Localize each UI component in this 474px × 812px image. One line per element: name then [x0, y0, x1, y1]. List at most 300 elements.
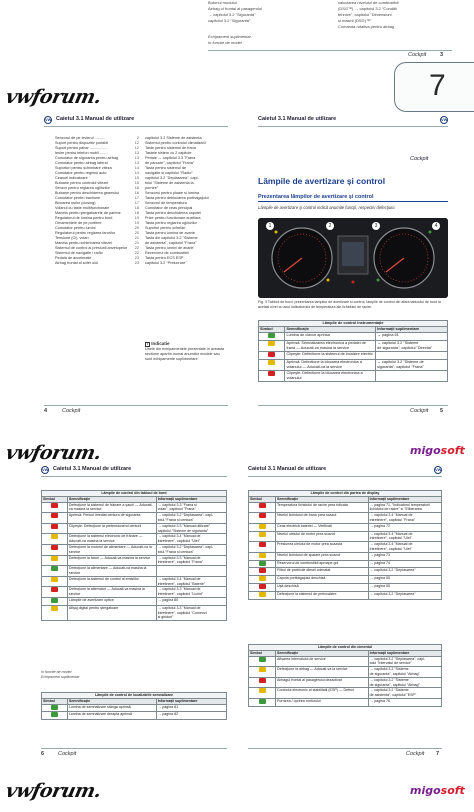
info-cell	[368, 688, 441, 699]
symbol-cell	[42, 576, 68, 587]
info-cell	[156, 534, 226, 545]
info-cell	[368, 513, 441, 524]
info-cell	[368, 698, 441, 706]
table-header: Simbol	[42, 698, 68, 704]
table-caption: Lămpile de control din tabloul de bord	[42, 491, 227, 497]
info-line: → capitolul 3.2 "Deplasarea", capi-	[369, 656, 426, 661]
header-rule	[44, 126, 228, 127]
control-list-text: Tensiune (Cl), volan	[55, 236, 89, 240]
meaning-cell: Lămpile de avertizare optice	[67, 597, 156, 605]
warning-lamp-icon	[268, 341, 275, 346]
meaning-cell: Clipeşte: Defectiune la blocarea electronica a volanului	[285, 371, 376, 382]
meaning-cell: Pornirea / oprirea motorului	[276, 698, 369, 706]
info-line: → capitolul 3.2 "Sisteme	[369, 677, 409, 682]
symbol-cell	[259, 371, 285, 382]
table-caption: Lămpile de control din cimentul	[249, 645, 442, 651]
control-list-text: Tasta din capitolul 3.2 "Sisteme	[145, 236, 198, 240]
info-line: intretinere", capitolul "Ulei"	[369, 536, 412, 541]
table-header: Informaţii suplimentare	[376, 327, 448, 333]
symbol-cell	[249, 667, 276, 678]
control-list-page: 15	[134, 176, 139, 180]
table-row	[42, 597, 227, 605]
info-line: capitolul "Sisteme de siguranta"	[157, 528, 209, 533]
control-list-page: 17	[134, 196, 139, 200]
warning-lamp-icon	[259, 678, 266, 683]
control-list-text: Senzorul de pe levierul ..........	[55, 136, 106, 140]
symbol-cell	[259, 333, 285, 341]
control-list-text: Comutator pentru regimul auto	[55, 171, 107, 175]
table-row	[42, 704, 227, 712]
warning-lamp-icon	[259, 524, 266, 529]
control-list-page: 21	[134, 241, 139, 245]
table-row	[249, 583, 442, 591]
warning-lamp-icon	[51, 545, 58, 550]
control-list-text: Tasta pentru lumini de avarie	[145, 246, 194, 250]
info-cell	[368, 531, 441, 542]
warning-lamp-icon	[268, 360, 275, 365]
symbol-cell	[249, 583, 276, 591]
meaning-cell: Uşă deschisă	[276, 583, 369, 591]
control-list-text: Pedala de acceleratie	[55, 256, 92, 260]
meaning-cell: Aprinsă: Defectiune la blocarea electronica a volanului — Aducati-va la service	[285, 360, 376, 371]
info-line: → capitolul 3.2 "Deplasarea", capi-	[157, 513, 214, 518]
tail-left-column	[208, 0, 298, 24]
info-line: volan", capitolul "Frana"	[157, 507, 196, 512]
indication-box	[145, 341, 225, 381]
control-list-page: 23	[134, 256, 139, 260]
footnotes	[41, 670, 227, 680]
meaning-cell: Filtrul de particule diesel colmatat	[276, 568, 369, 576]
meaning-cell: Clipeşte: Defectiune la sistemul de incalzire electric	[285, 352, 376, 360]
meaning-cell: Nivelul uleiului de motor prea scazut	[276, 531, 369, 542]
table-row	[42, 587, 227, 598]
symbol-cell	[249, 576, 276, 584]
control-list-text: Senzorul de temperatura	[145, 201, 187, 205]
info-cell	[368, 523, 441, 531]
info-cell	[156, 555, 226, 566]
symbol-cell	[42, 587, 68, 598]
warning-lamp-icon	[51, 705, 58, 710]
meaning-cell: Nivelul lichidului de spalare prea scazut	[276, 552, 369, 560]
table-row	[249, 656, 442, 667]
tail-right-column	[338, 0, 434, 30]
info-line: tolul "Frana si centura"	[157, 517, 194, 522]
control-list-page: 15	[134, 181, 139, 185]
info-line: → pagina 55	[369, 583, 391, 588]
table-header: Semnificaţie	[67, 496, 156, 502]
table-row	[249, 698, 442, 706]
info-line: intretinere", capitolul "Lichid"	[157, 592, 204, 597]
footer-label: Cockpit	[406, 751, 425, 757]
warning-lamp-icon	[51, 513, 58, 518]
control-list-text: Tasta pentru reglarea oglinzilor	[145, 221, 197, 225]
footer-rule	[248, 748, 442, 749]
tail-line: Comanda rotativa pentru airbag	[338, 24, 395, 29]
callout-4: 4	[432, 222, 440, 230]
info-cell	[368, 552, 441, 560]
control-list-page: 17	[134, 201, 139, 205]
warning-lamp-icon	[51, 606, 58, 611]
info-line: → pagina 73	[369, 552, 391, 557]
table-row	[42, 534, 227, 545]
table-caption: Lămpile de control instrumentaţie	[259, 321, 448, 327]
spread-pages-4-5	[0, 58, 474, 430]
table-header: Simbol	[249, 650, 276, 656]
previous-spread-tail	[0, 0, 474, 58]
warning-lamp-icon	[51, 587, 58, 592]
meaning-cell: Lumina de semnalizare dreapta aprinsă	[67, 712, 156, 720]
info-line: intretinere", capitolul "Baterie"	[157, 581, 206, 586]
meaning-cell: Aprinsă: Pericol imediat centura de siguranta	[67, 513, 156, 524]
info-cell	[368, 560, 441, 568]
control-list-page: 18	[134, 211, 139, 215]
control-list-text: Senzor pentru reglarea oglinzilor	[55, 186, 110, 190]
callout-2: 2	[326, 222, 334, 230]
info-line: de asistenta", capitolul "ESP"	[369, 693, 417, 698]
info-cell	[156, 576, 226, 587]
control-list-text: Maneta pentru schimbarea vitezei	[55, 241, 112, 245]
indication-text: Unele din echipamentele prezentate in aceasta sectiune apartin numai anumitor modele sau sunt echipamente suplimentare	[145, 347, 225, 361]
info-cell	[368, 542, 441, 553]
table-row	[249, 513, 442, 524]
info-line: → capitolul 3.3 "Manual de	[157, 587, 201, 592]
migosoft-logo-a: migo	[410, 444, 441, 457]
symbol-cell	[249, 552, 276, 560]
symbol-cell	[249, 542, 276, 553]
symbol-cell	[259, 352, 285, 360]
info-line: → pagina 61	[377, 333, 399, 337]
warning-lamp-icon	[268, 371, 275, 376]
warning-lamp-icon	[51, 598, 58, 603]
info-line: → capitolul 3.4 "Manual de	[157, 576, 201, 581]
control-list-page: 2	[136, 136, 139, 140]
warning-lamp-icon	[51, 524, 58, 529]
other-control-lamps-table	[248, 644, 442, 707]
meaning-cell: Afisarea intervalului de service	[276, 656, 369, 667]
control-list-text: Comutator de ceas principal	[145, 206, 193, 210]
control-list-text: tolul "Sisteme de asistenta la	[145, 181, 194, 185]
control-list-text: Regulatorul de lumina pentru bord	[55, 216, 113, 220]
info-line: → pagina 74	[369, 560, 391, 565]
control-list-page: 14	[134, 166, 139, 170]
instrument-control-lamps-table	[258, 320, 448, 382]
footnote: Echipament suplimentar	[208, 34, 251, 39]
table-row	[249, 576, 442, 584]
info-cell	[156, 513, 226, 524]
symbol-cell	[42, 704, 68, 712]
control-list-text: Suport pentru dispozitiv portabil	[55, 141, 109, 145]
table-row	[259, 371, 448, 382]
info-line: → capitolul 3.4 "Manual de	[369, 531, 413, 536]
indication-title-text: Indicatie	[151, 341, 170, 346]
tail-line: Airbag ul frontal al pasagerului	[208, 6, 263, 11]
meaning-cell: Defecţiune la motorul de alimentare — Aducati-va la service	[67, 544, 156, 555]
info-cell	[368, 502, 441, 513]
warning-lamp-icon	[259, 568, 266, 573]
subsection-title: Prezentarea lămpilor de avertizare și control	[258, 194, 448, 202]
vw-logo-icon: VW	[42, 467, 49, 472]
table-row	[42, 502, 227, 513]
info-cell	[376, 371, 448, 382]
tail-footnotes	[208, 34, 298, 46]
info-line: intretinere", capitolul "Ulei"	[369, 546, 412, 551]
symbol-cell	[42, 544, 68, 555]
meaning-cell: Defecţiune la faruri — Aducati-va masina la service	[67, 555, 156, 566]
table-caption: Lămpile de control de localizările semnalizare	[42, 693, 227, 699]
control-list-page: 20	[134, 226, 139, 230]
control-list-text: Tasta pentru sistemul de	[145, 166, 187, 170]
table-header: Informaţii suplimentare	[368, 650, 441, 656]
info-line: lichidului de racire" si "Eliberarea	[369, 507, 422, 512]
info-cell	[156, 523, 226, 534]
control-list-page: 19	[134, 221, 139, 225]
info-line: → pagina 76	[369, 698, 391, 703]
control-list-text: Regulatorul pentru reglarea farurilor	[55, 231, 116, 235]
symbol-cell	[42, 597, 68, 605]
vwforum-logo: vwforum.	[3, 442, 104, 464]
running-head-left: Caietul 3.1 Manual de utilizare	[56, 116, 135, 122]
symbol-cell	[42, 523, 68, 534]
warning-lamp-icon	[259, 532, 266, 537]
running-head-right: Caietul 3.1 Manual de utilizare	[258, 116, 337, 122]
control-list-text: Suport pentru pahar ................	[55, 146, 107, 150]
control-list-text: Sistemul pentru controlul climatizarii	[145, 141, 206, 145]
symbol-cell	[249, 568, 276, 576]
control-list-text: Comutator de siguranta pentru airbag	[55, 156, 119, 160]
warning-lamp-icon	[268, 333, 275, 338]
symbol-cell	[259, 360, 285, 371]
info-cell	[156, 544, 226, 555]
instrument-cluster-drawing	[258, 218, 448, 298]
symbol-cell	[259, 341, 285, 352]
control-list-text: Tasta pentru ECS ESP	[145, 256, 184, 260]
table-row	[249, 677, 442, 688]
table-caption: Lămpile de control din partea de display	[249, 491, 442, 497]
info-line: → capitolul 3.3 "Manual de	[157, 605, 201, 610]
table-row	[42, 544, 227, 555]
instrument-cluster-image	[258, 218, 448, 298]
meaning-cell: Defecţiune la alternator — Aducati-va masina la service	[67, 587, 156, 598]
table-row	[42, 566, 227, 577]
warning-lamp-icon	[259, 576, 266, 581]
table-row	[249, 542, 442, 553]
page-number: 7	[436, 751, 440, 757]
table-row	[249, 502, 442, 513]
control-list-page: 20	[134, 231, 139, 235]
info-line: → capitolul 3.3 "Manual de	[157, 555, 201, 560]
page-badge	[394, 62, 474, 112]
info-line: → capitolul 3.4 "Manual de	[369, 513, 413, 518]
table-row	[42, 605, 227, 620]
table-row	[249, 531, 442, 542]
control-list-page: 12	[134, 146, 139, 150]
control-list-text: Tastele sistem cu 2 capitole	[145, 151, 192, 155]
info-line: → pagina 82	[157, 712, 179, 717]
info-cell	[156, 605, 226, 620]
info-cell	[156, 712, 226, 720]
running-head-left: Caietul 3.1 Manual de utilizare	[53, 466, 132, 472]
info-cell	[376, 341, 448, 352]
vwforum-logo: vwforum.	[3, 780, 104, 802]
info-cell	[156, 597, 226, 605]
control-list-page: 18	[134, 206, 139, 210]
info-cell	[368, 576, 441, 584]
control-list-page: 23	[134, 261, 139, 265]
footnote: Echipament suplimentar	[41, 674, 80, 679]
footer-label: Cockpit	[408, 52, 427, 58]
info-line: → capitolul 3.3 "Frana si	[157, 502, 197, 507]
table-header: Informaţii suplimentare	[156, 698, 226, 704]
control-list-page: 16	[134, 186, 139, 190]
control-list-text: Pedale → capitolul 3.3 "Frana	[145, 156, 196, 160]
warning-lamp-icon	[51, 534, 58, 539]
meaning-cell: Controlul electronic al stabilitatii (ESP) — Defect	[276, 688, 369, 699]
info-cell	[376, 352, 448, 360]
vw-logo-icon: VW	[441, 117, 448, 122]
table-header: Simbol	[259, 327, 285, 333]
control-list-page: 13	[134, 161, 139, 165]
tail-line: calcularea nivelului de combustibil	[338, 0, 399, 5]
control-list-text: Airbag frontal al sofer ului	[55, 261, 99, 265]
symbol-cell	[42, 712, 68, 720]
migosoft-logo	[410, 444, 465, 457]
control-list-page: 13	[134, 151, 139, 155]
symbol-cell	[249, 560, 276, 568]
control-list-text: Suporturi pentru schimbare viteza	[55, 166, 112, 170]
control-list-page: 21	[134, 236, 139, 240]
control-list-text: pornire"	[145, 186, 159, 190]
info-line: siguranta", capitolul "Frana"	[377, 365, 424, 369]
control-list-text: Ornamentele de pe portiere	[55, 221, 102, 225]
dashboard-control-lamps-table	[41, 490, 227, 621]
header-rule	[41, 476, 227, 477]
page-badge-number: 7	[429, 69, 446, 102]
info-line: → pagina 80	[157, 597, 179, 602]
tail-line: → capitolul 3.2 "Siguranta"	[208, 12, 256, 17]
footer-label: Cockpit	[58, 751, 77, 757]
tail-line: tehnice", capitolul "Dimensiuni	[338, 12, 392, 17]
info-line: → pagina 71, "Indicatorul temperaturii	[369, 502, 430, 507]
info-line: si ghiduri"	[157, 615, 174, 620]
meaning-cell: Defecţiune la alimentare — Aducati-va masina la service	[67, 566, 156, 577]
warning-lamp-icon	[259, 699, 266, 704]
control-list-text: Iesire pentru telefon mobil ........	[55, 151, 109, 155]
display-control-lamps-table	[248, 490, 442, 600]
migosoft-logo	[410, 784, 465, 797]
warning-lamp-icon	[259, 513, 266, 518]
control-list-text: Prize pentru functionare auxiliara	[145, 216, 201, 220]
section-tab-label: Cockpit	[410, 156, 429, 162]
meaning-cell: Temperatura lichidului de racire prea ridicata	[276, 502, 369, 513]
info-line: de siguranta", capitolul "Airbag"	[369, 682, 420, 687]
table-row	[259, 360, 448, 371]
info-line: → capitolul 3.2 "Deplasarea"	[369, 591, 416, 596]
info-line: → capitolul 3.2 "Deplasarea", capi-	[157, 544, 214, 549]
footnote: In functie de model	[208, 40, 242, 45]
control-list-item	[55, 261, 139, 266]
control-list-page: 16	[134, 191, 139, 195]
info-line: de siguranta", capitolul "Directia"	[377, 346, 433, 350]
warning-lamp-icon	[51, 566, 58, 571]
migosoft-logo-b: soft	[440, 784, 465, 797]
control-list-text: Rezervorul de combustibil	[145, 251, 189, 255]
meaning-cell: Lumina de semnalizare stânga aprinsă	[67, 704, 156, 712]
warning-lamp-icon	[268, 352, 275, 357]
warning-lamp-icon	[259, 584, 266, 589]
migosoft-logo-b: soft	[440, 444, 465, 457]
warning-lamp-icon	[259, 667, 266, 672]
table-row	[42, 513, 227, 524]
controls-list-left	[55, 136, 139, 266]
info-line: de siguranta", capitolul "Airbag"	[369, 671, 420, 676]
meaning-cell: Defecţiune la sistemul de frânare a şaurii — Aducati-va masina la service	[67, 502, 156, 513]
page-number: 6	[41, 751, 45, 757]
meaning-cell: Defecţiune la airbag — Aducati-va la service	[276, 667, 369, 678]
symbol-cell	[42, 566, 68, 577]
symbol-cell	[249, 698, 276, 706]
controls-list-right	[145, 136, 225, 266]
tail-line: (DSG™) → capitolul 3.2 "Conditii	[338, 6, 397, 11]
page-number: 5	[440, 408, 444, 414]
table-row	[42, 576, 227, 587]
info-line: → capitolul 3.2 "Sisteme	[369, 688, 409, 693]
info-cell	[368, 677, 441, 688]
callout-1: 1	[266, 222, 274, 230]
info-cell	[368, 568, 441, 576]
footer-label: Cockpit	[410, 408, 429, 414]
control-list-text: navigatie si capitolul "Radio"	[145, 171, 193, 175]
control-list-text: Tasta pentru lumina de avarie	[145, 231, 195, 235]
table-row	[249, 552, 442, 560]
control-list-page: 12	[134, 141, 139, 145]
symbol-cell	[249, 656, 276, 667]
info-line: → capitolul 3.4 "Manual de	[157, 534, 201, 539]
warning-lamp-icon	[259, 688, 266, 693]
info-line: → capitolul 3.3 "Manual utilizare"	[157, 523, 211, 528]
intro-text: Lămpile de avertizare şi control indică anumite funcţii, respectiv defecţiuni.	[258, 205, 396, 210]
info-cell	[156, 587, 226, 598]
table-row	[249, 591, 442, 599]
footer-label: Cockpit	[62, 408, 81, 414]
control-list-page: 22	[134, 246, 139, 250]
control-list-text: Ceasuri indicatoare	[55, 176, 88, 180]
meaning-cell: Nivelul lichidului de frana prea scazut	[276, 513, 369, 524]
meaning-cell: Aprinsă: Semnalizarea electronica a pedalei de frana — Aducati-va masina la service	[285, 341, 376, 352]
footnote: In functie de model	[41, 670, 72, 674]
section-title: Lămpile de avertizare și control	[258, 176, 386, 186]
control-list-text: Tasta pentru deschiderea capotei	[145, 211, 201, 215]
table-row	[249, 568, 442, 576]
table-header: Simbol	[42, 496, 68, 502]
control-list-page	[217, 261, 225, 266]
control-list-text: Comutator pentru airbag lateral	[55, 161, 108, 165]
info-line: → capitolul 3.2 "Deplasarea"	[369, 568, 416, 573]
table-header: Simbol	[249, 496, 276, 502]
info-line: → pagina 55	[369, 576, 391, 581]
info-cell	[376, 333, 448, 341]
tail-line: si masini (DSG)™"	[338, 18, 372, 23]
warning-lamp-icon	[259, 657, 266, 662]
info-line: → capitolul 3.4 "Manual de	[369, 542, 413, 547]
info-line: → pagina 72	[369, 523, 391, 528]
info-cell	[368, 591, 441, 599]
table-row	[259, 352, 448, 360]
control-list-text: Tasta pentru deblocarea portbagajului	[145, 196, 209, 200]
control-list-text: Volanul cu taste multifunctionale	[55, 206, 110, 210]
control-list-text: Butoane pentru controlul vitezei	[55, 181, 109, 185]
control-list-text: Sistemul de navigatie / radio	[55, 251, 103, 255]
table-row	[42, 555, 227, 566]
